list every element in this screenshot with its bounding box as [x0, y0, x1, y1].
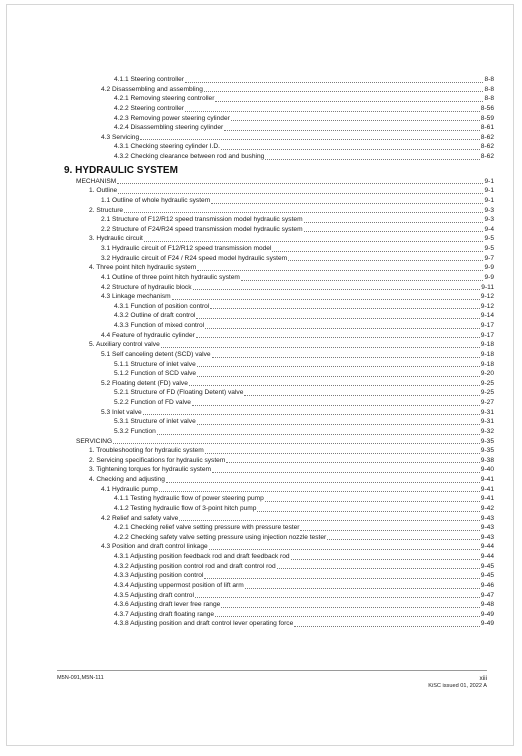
toc-entry	[64, 123, 494, 133]
footer-right	[428, 675, 487, 690]
toc-entry	[64, 504, 494, 514]
toc-entry	[64, 417, 494, 427]
toc-leader-dots	[159, 491, 480, 492]
toc-entry-page: 8-62	[480, 153, 494, 160]
toc-entry-page: 9-18	[480, 360, 494, 368]
toc-leader-dots	[197, 366, 480, 367]
toc-entry-page: 9-14	[480, 312, 494, 320]
toc-entry-title: 5.3 Inlet valve	[101, 408, 142, 416]
toc-leader-dots	[197, 424, 480, 425]
toc-entry-page: 8-62	[480, 143, 494, 151]
toc-entry-page: 8-8	[484, 95, 494, 103]
toc-leader-dots	[166, 482, 480, 483]
toc-entry-page: 8-59	[480, 114, 494, 122]
toc-entry-page: 9-3	[484, 216, 494, 224]
toc-leader-dots	[144, 241, 484, 242]
toc-entry-page: 9-45	[480, 572, 494, 580]
toc-entry	[64, 283, 494, 293]
toc-entry-page: 9-41	[480, 476, 494, 483]
toc-leader-dots	[161, 347, 480, 348]
toc-leader-dots	[196, 318, 479, 319]
toc-leader-dots	[179, 520, 479, 521]
toc-entry-title: 5.1.2 Function of SCD valve	[114, 370, 197, 378]
toc-entry	[64, 85, 494, 95]
toc-leader-dots	[212, 357, 480, 358]
toc-entry-title: 1. Troubleshooting for hydraulic system	[89, 447, 204, 455]
toc-entry	[64, 514, 494, 524]
toc-entry-page: 9-7	[484, 254, 494, 262]
toc-entry-title: 2.2 Structure of F24/R24 speed transmission model hydraulic system	[101, 225, 303, 233]
toc-entry	[64, 542, 494, 552]
toc-entry-page: 9-35	[480, 447, 494, 455]
toc-leader-dots	[244, 395, 479, 396]
toc-leader-dots	[204, 91, 484, 92]
toc-entry	[64, 340, 494, 350]
toc-entry-title: 2.1 Structure of F12/R12 speed transmission model hydraulic system	[101, 216, 303, 224]
toc-entry-title: 4.3.3 Function of mixed control	[114, 322, 205, 329]
document-page	[6, 4, 514, 746]
toc-entry-title: 4.4 Feature of hydraulic cylinder	[101, 331, 195, 339]
toc-entry-title: 4.2.1 Checking relief valve setting pressure with pressure tester	[114, 524, 300, 532]
toc-entry-page: 9-1	[484, 177, 494, 185]
toc-entry-page: 8-56	[480, 104, 494, 112]
toc-entry-page: 8-62	[480, 133, 494, 141]
toc-entry-title: 4.3.1 Function of position control	[114, 302, 210, 310]
toc-entry-title: 4.3.1 Adjusting position feedback rod and draft feedback rod	[114, 553, 290, 560]
toc-entry-title: 5.3.1 Structure of inlet valve	[114, 418, 196, 426]
toc-entry-title: 4.1.1 Steering controller	[114, 76, 185, 83]
toc-entry-page: 8-61	[480, 124, 494, 132]
toc-leader-dots	[117, 183, 483, 184]
toc-entry	[64, 494, 494, 504]
toc-entry	[64, 369, 494, 379]
toc-leader-dots	[288, 260, 483, 261]
toc-entry	[64, 311, 494, 321]
toc-leader-dots	[157, 434, 480, 435]
toc-leader-dots	[196, 337, 480, 338]
toc-entry-page: 9-17	[480, 331, 494, 339]
toc-entry	[64, 465, 494, 475]
footer-page-number: xiii	[479, 675, 487, 682]
toc-leader-dots	[221, 149, 480, 150]
toc-leader-dots	[185, 82, 483, 83]
toc-entry-page: 9-5	[484, 235, 494, 243]
toc-entry-title: 4.1.1 Testing hydraulic flow of power steering pump	[114, 495, 264, 503]
toc-entry-title: 4. Three point hitch hydraulic system	[89, 264, 197, 272]
toc-entry-title: 4.2.3 Removing power steering cylinder	[114, 114, 230, 122]
toc-entry-page: 9-45	[480, 562, 494, 570]
toc-entry-title: 3.2 Hydraulic circuit of F24 / R24 speed model hydraulic system	[101, 254, 288, 262]
toc-entry-page: 9-47	[480, 591, 494, 599]
toc-entry-page: 9-12	[480, 302, 494, 310]
toc-entry-title: 3. Hydraulic circuit	[89, 235, 143, 243]
toc-entry	[64, 215, 494, 225]
toc-entry-title: 4.3.2 Adjusting position control rod and draft control rod	[114, 562, 276, 570]
toc-entry	[64, 94, 494, 104]
toc-leader-dots	[226, 462, 479, 463]
toc-entry-title: 4.3.6 Adjusting draft lever free range	[114, 601, 221, 609]
toc-entry	[64, 196, 494, 206]
toc-leader-dots	[197, 270, 483, 271]
toc-entry-page: 9-1	[484, 187, 494, 195]
toc-entry	[64, 292, 494, 302]
toc-entry	[64, 533, 494, 543]
chapter-heading: 9. HYDRAULIC SYSTEM	[64, 164, 178, 176]
toc-entry	[64, 437, 494, 447]
toc-leader-dots	[277, 568, 480, 569]
toc-leader-dots	[231, 120, 480, 121]
toc-entry-page: 9-43	[480, 524, 494, 532]
toc-entry-title: 5.2 Floating detent (FD) valve	[101, 379, 188, 387]
toc-entry-title: 1. Outline	[89, 187, 118, 195]
toc-entry	[64, 581, 494, 591]
toc-entry-page: 9-32	[480, 427, 494, 435]
toc-leader-dots	[211, 203, 483, 204]
toc-entry	[64, 475, 494, 485]
toc-entry-title: 4.2 Structure of hydraulic block	[101, 283, 192, 291]
toc-entry	[64, 263, 494, 273]
toc-entry-title: 5.1 Self canceling detent (SCD) valve	[101, 350, 211, 358]
toc-entry-title: 4.3.8 Adjusting position and draft control lever operating force	[114, 620, 294, 628]
toc-leader-dots	[265, 501, 480, 502]
toc-entry	[64, 114, 494, 124]
toc-entry-title: 4.3.5 Adjusting draft control	[114, 591, 194, 599]
toc-entry	[64, 273, 494, 283]
toc-entry-title: 4.3 Linkage mechanism	[101, 293, 171, 301]
toc-entry	[64, 456, 494, 466]
toc-leader-dots	[195, 597, 480, 598]
toc-entry	[64, 254, 494, 264]
toc-entry-page: 9-9	[484, 264, 494, 272]
toc-entry	[64, 610, 494, 620]
toc-entry-title: 4.1 Hydraulic pump	[101, 485, 158, 493]
toc-entry	[64, 133, 494, 143]
toc-entry-page: 9-46	[480, 581, 494, 589]
toc-leader-dots	[245, 588, 480, 589]
toc-entry	[64, 177, 494, 187]
toc-entry-title: 3.1 Hydraulic circuit of F12/R12 speed transmission model	[101, 245, 272, 252]
toc-entry-page: 9-25	[480, 389, 494, 397]
toc-leader-dots	[193, 289, 481, 290]
toc-entry-title: 2. Servicing specifications for hydraulic system	[89, 456, 226, 464]
toc-leader-dots	[241, 280, 484, 281]
toc-leader-dots	[291, 559, 480, 560]
toc-entry	[64, 485, 494, 495]
toc-entry-title: 1.1 Outline of whole hydraulic system	[101, 196, 211, 204]
toc-entry-page: 9-31	[480, 418, 494, 426]
toc-entry-page: 9-25	[480, 379, 494, 387]
toc-leader-dots	[272, 251, 483, 252]
toc-entry	[64, 562, 494, 572]
toc-leader-dots	[143, 414, 480, 415]
toc-section-steering	[64, 75, 494, 162]
toc-leader-dots	[300, 530, 479, 531]
toc-leader-dots	[113, 443, 480, 444]
toc-entry-page: 9-49	[480, 620, 494, 628]
toc-leader-dots	[124, 212, 483, 213]
toc-leader-dots	[304, 222, 484, 223]
toc-entry-title: 4.3 Position and draft control linkage	[101, 543, 208, 551]
toc-entry-title: MECHANISM	[76, 177, 117, 185]
toc-entry	[64, 591, 494, 601]
toc-entry-page: 9-42	[480, 504, 494, 512]
toc-entry	[64, 379, 494, 389]
toc-entry-page: 9-11	[481, 283, 494, 291]
toc-entry-page: 9-40	[480, 466, 494, 474]
toc-leader-dots	[189, 385, 480, 386]
toc-entry-page: 9-31	[480, 408, 494, 416]
toc-leader-dots	[304, 231, 484, 232]
toc-leader-dots	[224, 130, 480, 131]
toc-entry	[64, 360, 494, 370]
toc-leader-dots	[205, 328, 480, 329]
toc-leader-dots	[197, 376, 480, 377]
toc-entry-page: 9-12	[480, 293, 494, 301]
toc-entry-page: 9-43	[480, 533, 494, 541]
toc-entry-title: 4.2.4 Disassembling steering cylinder	[114, 124, 224, 132]
toc-entry-title: 4.2.2 Steering controller	[114, 104, 185, 112]
toc-entry	[64, 619, 494, 629]
toc-entry-title: 4.3.2 Outline of draft control	[114, 312, 196, 320]
toc-entry-page: 9-5	[484, 245, 494, 252]
toc-leader-dots	[215, 616, 480, 617]
toc-leader-dots	[265, 159, 480, 160]
toc-entry-page: 9-4	[484, 225, 494, 233]
toc-entry-title: 5. Auxiliary control valve	[89, 341, 160, 349]
toc-entry-page: 9-41	[480, 485, 494, 493]
toc-entry-title: 4.2.2 Checking safety valve setting pressure using injection nozzle tester	[114, 533, 327, 541]
toc-entry	[64, 552, 494, 562]
toc-leader-dots	[210, 308, 479, 309]
toc-entry	[64, 206, 494, 216]
toc-entry	[64, 427, 494, 437]
toc-leader-dots	[172, 299, 480, 300]
toc-leader-dots	[294, 626, 480, 627]
toc-leader-dots	[327, 539, 480, 540]
toc-entry-title: 4.2 Relief and safety valve	[101, 514, 179, 522]
toc-leader-dots	[209, 549, 480, 550]
toc-leader-dots	[118, 193, 483, 194]
toc-leader-dots	[212, 472, 480, 473]
footer-issue: KiSC issued 01, 2022 A	[428, 683, 487, 689]
toc-entry	[64, 523, 494, 533]
toc-entry-title: 2. Structure	[89, 206, 124, 214]
toc-entry-title: 4.2 Disassembling and assembling	[101, 85, 203, 93]
toc-entry-title: 4.3.7 Adjusting draft floating range	[114, 610, 215, 618]
toc-leader-dots	[192, 405, 480, 406]
toc-entry-title: 4.3.1 Checking steering cylinder I.D.	[114, 143, 220, 151]
toc-leader-dots	[257, 511, 479, 512]
toc-entry-page: 9-20	[480, 370, 494, 378]
toc-entry-page: 9-18	[480, 350, 494, 358]
toc-entry-page: 9-27	[480, 399, 494, 406]
toc-entry	[64, 186, 494, 196]
toc-entry-page: 9-18	[480, 341, 494, 349]
toc-entry-title: 4.2.1 Removing steering controller	[114, 95, 215, 103]
toc-entry-page: 8-8	[484, 76, 494, 83]
toc-entry-page: 9-1	[484, 196, 494, 204]
toc-entry	[64, 142, 494, 152]
toc-entry-page: 8-8	[484, 85, 494, 93]
toc-entry-page: 9-43	[480, 514, 494, 522]
toc-entry	[64, 398, 494, 408]
toc-section-hydraulic	[64, 177, 494, 629]
toc-entry	[64, 446, 494, 456]
toc-entry-page: 9-41	[480, 495, 494, 503]
toc-leader-dots	[204, 578, 479, 579]
toc-entry-page: 9-38	[480, 456, 494, 464]
toc-entry	[64, 244, 494, 254]
toc-entry-page: 9-48	[480, 601, 494, 609]
toc-entry-title: 4.1.2 Testing hydraulic flow of 3-point hitch pump	[114, 504, 257, 512]
footer-model: M5N-091,M5N-111	[57, 675, 104, 681]
toc-leader-dots	[221, 607, 479, 608]
toc-entry-page: 9-17	[480, 322, 494, 329]
toc-entry	[64, 321, 494, 331]
toc-entry-title: 5.2.1 Structure of FD (Floating Detent) valve	[114, 389, 244, 397]
toc-entry-page: 9-49	[480, 610, 494, 618]
toc-entry-title: 4.1 Outline of three point hitch hydraulic system	[101, 273, 240, 281]
toc-entry	[64, 600, 494, 610]
toc-entry	[64, 408, 494, 418]
toc-entry	[64, 152, 494, 162]
toc-entry-title: 3. Tightening torques for hydraulic system	[89, 466, 212, 474]
toc-entry-page: 9-44	[480, 543, 494, 551]
toc-entry-title: SERVICING	[76, 437, 113, 445]
toc-entry	[64, 302, 494, 312]
toc-entry-title: 4.3.2 Checking clearance between rod and bushing	[114, 153, 265, 160]
toc-entry-page: 9-9	[484, 273, 494, 281]
table-of-contents	[64, 75, 494, 629]
toc-entry	[64, 225, 494, 235]
toc-entry	[64, 350, 494, 360]
toc-entry-title: 4. Checking and adjusting	[89, 476, 165, 483]
toc-entry-title: 5.3.2 Function	[114, 427, 156, 435]
toc-entry-title: 5.2.2 Function of FD valve	[114, 399, 191, 406]
toc-leader-dots	[185, 111, 480, 112]
toc-entry	[64, 571, 494, 581]
toc-entry	[64, 104, 494, 114]
toc-entry-page: 9-3	[484, 206, 494, 214]
toc-entry-page: 9-44	[480, 553, 494, 560]
toc-leader-dots	[205, 453, 480, 454]
toc-entry-page: 9-35	[480, 437, 494, 445]
toc-entry	[64, 331, 494, 341]
toc-entry	[64, 75, 494, 85]
footer-rule	[57, 670, 487, 671]
toc-entry	[64, 234, 494, 244]
toc-entry-title: 4.3.4 Adjusting uppermost position of lift arm	[114, 581, 244, 589]
toc-entry-title: 4.3 Servicing	[101, 133, 140, 141]
toc-entry-title: 4.3.3 Adjusting position control	[114, 572, 204, 580]
toc-leader-dots	[140, 139, 480, 140]
toc-entry	[64, 388, 494, 398]
toc-entry-title: 5.1.1 Structure of inlet valve	[114, 360, 196, 368]
toc-leader-dots	[215, 101, 483, 102]
